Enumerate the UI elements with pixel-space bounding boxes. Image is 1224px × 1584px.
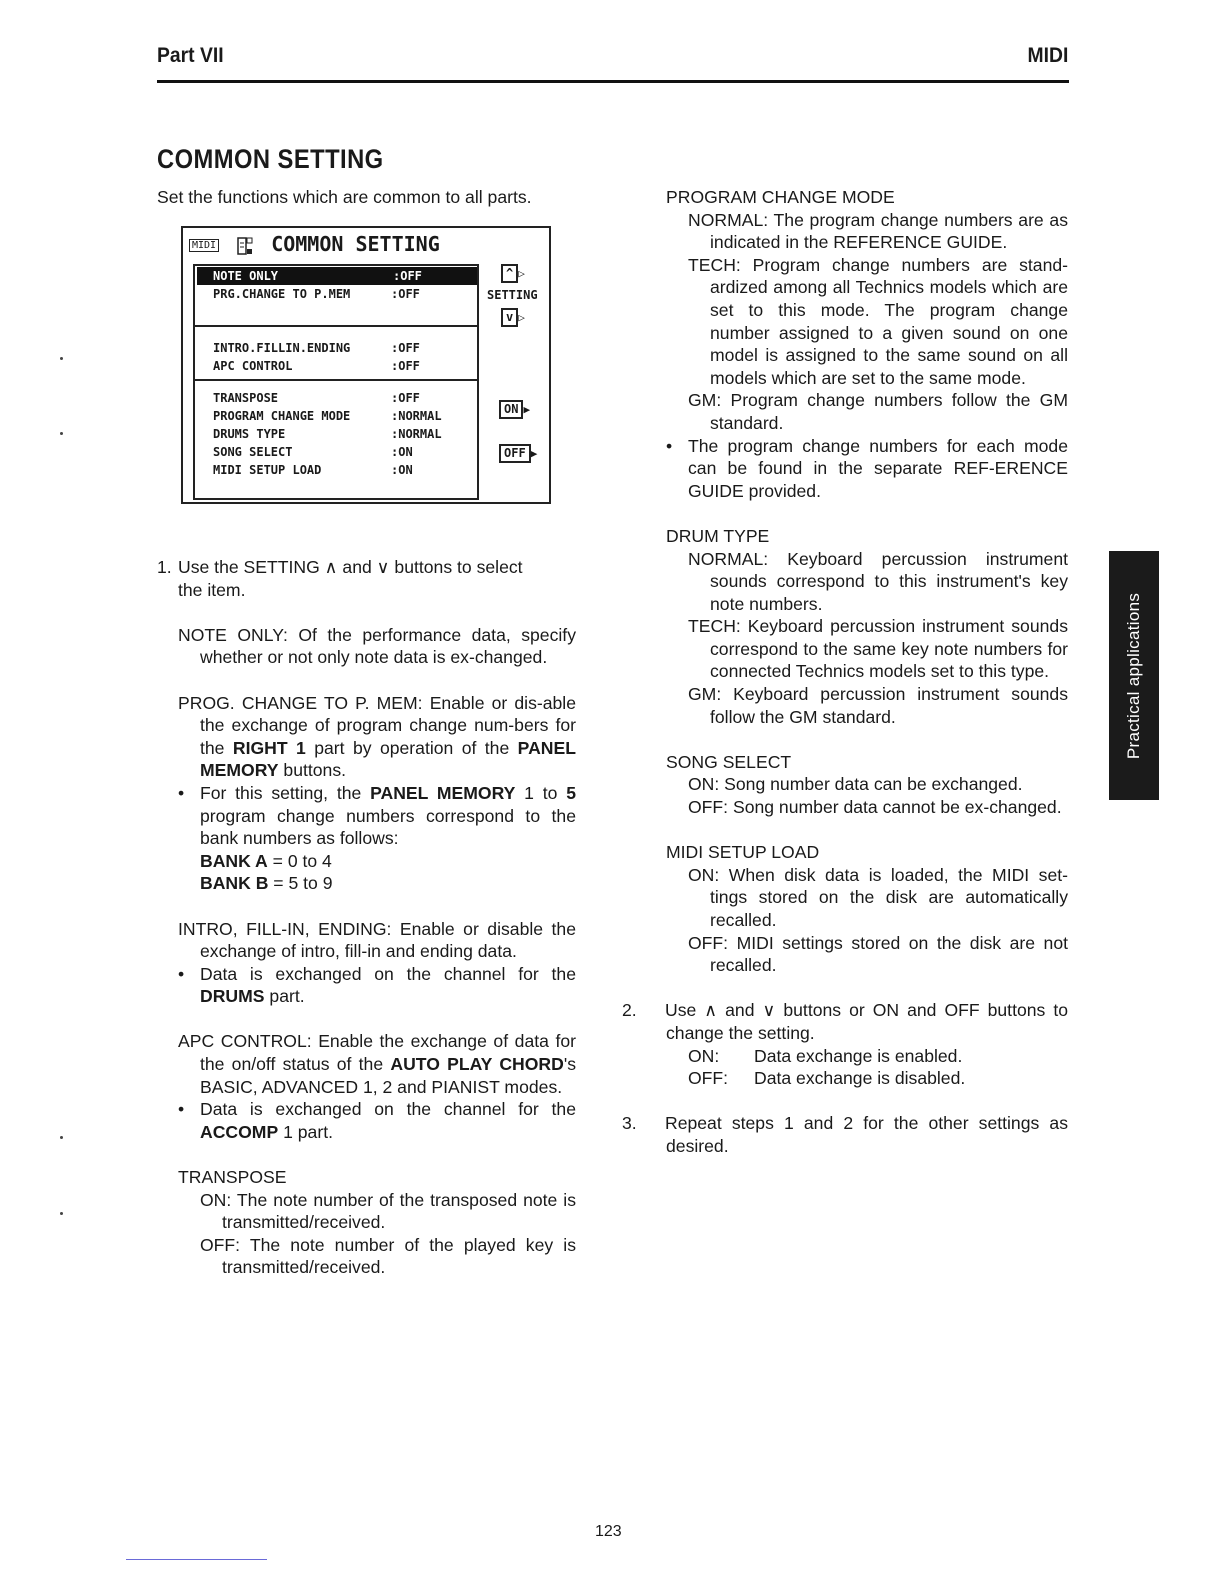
step-3: 3. Repeat steps 1 and 2 for the other settings as desired.: [622, 1113, 1068, 1156]
lcd-row-apc[interactable]: APC CONTROL :OFF: [213, 359, 420, 373]
note-only-desc: NOTE ONLY: Of the performance data, specify whether or not only note data is ex-changed.: [178, 624, 576, 668]
bank-b: BANK B = 5 to 9: [200, 873, 333, 894]
step-1-cont: the item.: [178, 579, 246, 600]
step-1: 1. Use the SETTING ∧ and ∨ buttons to select: [157, 557, 523, 577]
lcd-screen: [181, 226, 551, 504]
lcd-row-drums-type[interactable]: DRUMS TYPE :NORMAL: [213, 427, 442, 441]
transpose-on: ON: The note number of the transposed note is transmitted/received.: [200, 1189, 576, 1233]
lcd-row-midi-setup-load[interactable]: MIDI SETUP LOAD :ON: [213, 463, 413, 477]
lcd-title-bar: [189, 232, 440, 256]
section-label: MIDI: [1027, 44, 1068, 67]
intro-fill-ending-desc: INTRO, FILL-IN, ENDING: Enable or disable the exchange of intro, fill-in and ending data.: [178, 918, 576, 962]
pcm-heading: PROGRAM CHANGE MODE: [666, 187, 895, 207]
midi-setup-heading: MIDI SETUP LOAD: [666, 842, 820, 863]
midi-off: OFF: MIDI settings stored on the disk are not recalled.: [688, 932, 1068, 976]
header-rule: [157, 80, 1069, 83]
setting-up-button[interactable]: ^ ▷: [501, 264, 525, 283]
pcm-bullet: • The program change numbers for each mode can be found in the separate REF-ERENCE GUIDE provided.: [666, 435, 1068, 501]
triangle-right-icon: ▷: [518, 267, 525, 280]
side-tab: Practical applications: [1109, 551, 1159, 800]
part-label: Part VII: [157, 44, 224, 67]
song-select-heading: SONG SELECT: [666, 751, 792, 772]
lcd-group: [195, 381, 477, 483]
lcd-group: [195, 266, 477, 327]
footer-rule: [126, 1559, 267, 1560]
drum-gm: GM: Keyboard percussion instrument sounds follow the GM standard.: [688, 684, 1068, 727]
drums-note: • Data is exchanged on the channel for the DRUMS part.: [178, 963, 576, 1007]
right-column: [622, 186, 1068, 1158]
intro-text: Set the functions which are common to all parts.: [157, 187, 532, 207]
triangle-right-icon: ▷: [518, 311, 525, 324]
pcm-normal: NORMAL: The program change numbers are as indicated in the REFERENCE GUIDE.: [688, 209, 1068, 253]
accomp-note: • Data is exchanged on the channel for the ACCOMP 1 part.: [178, 1099, 576, 1142]
triangle-right-icon: ▶: [530, 447, 538, 460]
left-column: [157, 556, 576, 1279]
step-2-on: ON: Data exchange is enabled.: [688, 1045, 963, 1066]
lcd-row-intro[interactable]: INTRO.FILLIN.ENDING :OFF: [213, 341, 420, 355]
setting-label: SETTING: [487, 288, 538, 302]
drum-tech: TECH: Keyboard percussion instrument sounds correspond to the same key note numbers for connected Technics models set to this type.: [688, 616, 1068, 682]
off-button[interactable]: OFF ▶: [499, 444, 537, 463]
midi-on: ON: When disk data is loaded, the MIDI set-tings stored on the disk are automatically recalled.: [688, 864, 1068, 930]
panel-memory-note: • For this setting, the PANEL MEMORY 1 to 5 program change numbers correspond to the bank numbers as follows:: [178, 782, 576, 849]
setting-down-button[interactable]: v ▷: [501, 308, 525, 327]
lcd-row-prg-change[interactable]: PRG.CHANGE TO P.MEM :OFF: [213, 287, 420, 301]
prog-change-desc: PROG. CHANGE TO P. MEM: Enable or dis-able the exchange of program change num-bers for the RIGHT 1 part by operation of the PANEL MEMORY buttons.: [178, 692, 576, 781]
bank-a: BANK A = 0 to 4: [200, 850, 332, 871]
song-off: OFF: Song number data cannot be ex-changed.: [688, 797, 1062, 818]
drum-normal: NORMAL: Keyboard percussion instrument sounds correspond to this instrument's key note numbers.: [688, 548, 1068, 614]
page-number: 123: [595, 1523, 622, 1540]
triangle-right-icon: ▶: [523, 403, 531, 416]
page-title: COMMON SETTING: [157, 144, 384, 174]
lcd-row-transpose[interactable]: TRANSPOSE :OFF: [213, 391, 420, 405]
lcd-group: [195, 327, 477, 381]
step-2: 2. Use ∧ and ∨ buttons or ON and OFF buttons to change the setting.: [622, 1000, 1068, 1043]
apc-control-desc: APC CONTROL: Enable the exchange of data for the on/off status of the AUTO PLAY CHORD's BASIC, ADVANCED 1, 2 and PIANIST modes.: [178, 1031, 576, 1097]
lcd-settings-list: [193, 264, 479, 500]
pcm-gm: GM: Program change numbers follow the GM standard.: [688, 390, 1068, 433]
transpose-heading: TRANSPOSE: [178, 1167, 287, 1188]
song-on: ON: Song number data can be exchanged.: [688, 774, 1023, 795]
common-setting-icon: [237, 236, 253, 256]
lcd-row-song-select[interactable]: SONG SELECT :ON: [213, 445, 413, 459]
step-2-off: OFF: Data exchange is disabled.: [688, 1068, 966, 1089]
lcd-title: COMMON SETTING: [271, 232, 440, 256]
midi-badge: MIDI: [189, 239, 219, 252]
lcd-row-note-only[interactable]: NOTE ONLY :OFF: [197, 267, 477, 285]
on-button[interactable]: ON ▶: [499, 400, 530, 419]
drum-type-heading: DRUM TYPE: [666, 525, 770, 546]
pcm-tech: TECH: Program change numbers are stand-ardized among all Technics models which are set to this mode. The program change number assigned to a given sound on one model is assigned to the same sound on all models which are set to the same mode.: [688, 254, 1068, 388]
lcd-row-program-change-mode[interactable]: PROGRAM CHANGE MODE :NORMAL: [213, 409, 442, 423]
transpose-off: OFF: The note number of the played key is transmitted/received.: [200, 1234, 576, 1278]
